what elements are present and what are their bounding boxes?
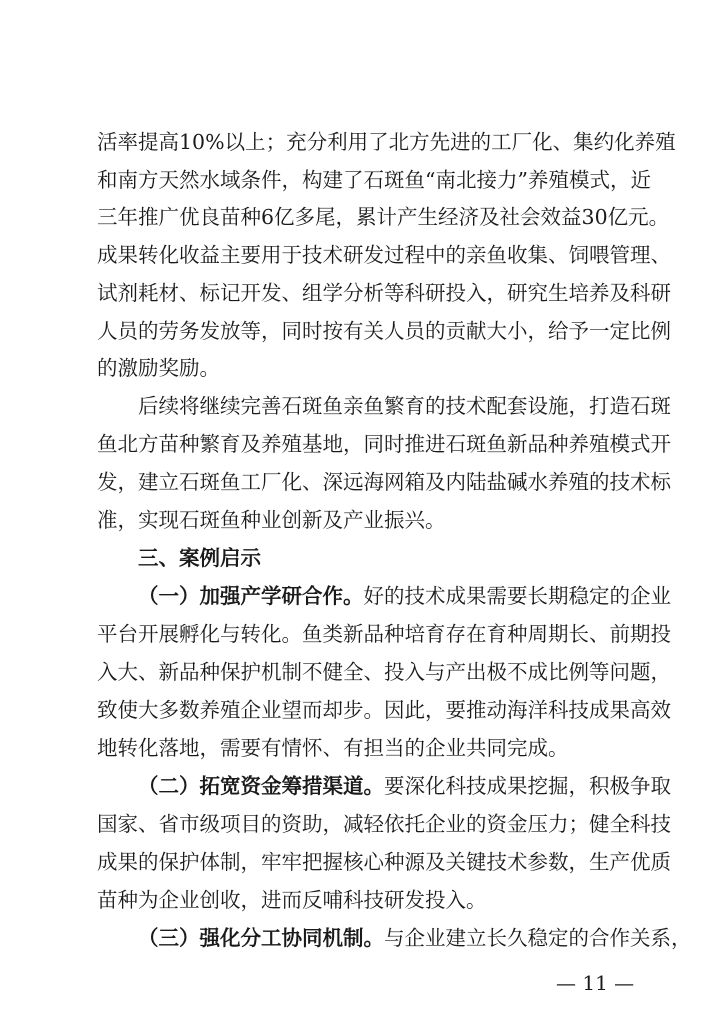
subsection-label: （一）加强产学研合作。 (138, 584, 364, 608)
text-line: 三年推广优良苗种6亿多尾，累计产生经济及社会效益30亿元。 (97, 205, 670, 229)
text-line: 入大、新品种保护机制不健全、投入与产出极不成比例等问题， (97, 660, 671, 684)
text-line: 和南方天然水域条件，构建了石斑鱼“南北接力”养殖模式，近 (97, 168, 651, 192)
subsection-first-line (138, 581, 671, 611)
text-line: 苗种为企业创收，进而反哺科技研发投入。 (97, 888, 487, 912)
text-line: 平台开展孵化与转化。鱼类新品种培育存在育种周期长、前期投 (97, 622, 671, 646)
text-line: 试剂耗材、标记开发、组学分析等科研投入，研究生培养及科研 (97, 281, 671, 305)
text-line: 成果转化收益主要用于技术研发过程中的亲鱼收集、饲喂管理、 (97, 243, 671, 267)
text-line: 发，建立石斑鱼工厂化、深远海网箱及内陆盐碱水养殖的技术标 (97, 470, 671, 494)
text-line: 的激励奖励。 (97, 356, 220, 380)
text-line: 后续将继续完善石斑鱼亲鱼繁育的技术配套设施，打造石斑 (138, 394, 671, 418)
section-heading: 三、案例启示 (138, 546, 261, 570)
text-line: 国家、省市级项目的资助，减轻依托企业的资金压力；健全科技 (97, 812, 671, 836)
text-line: 准，实现石斑鱼种业创新及产业振兴。 (97, 508, 446, 532)
subsection-text: 好的技术成果需要长期稳定的企业 (363, 584, 671, 608)
page-number: — 11 — (556, 971, 635, 995)
subsection-label: （二）拓宽资金筹措渠道。 (138, 774, 384, 798)
text-line: 成果的保护体制，牢牢把握核心种源及关键技术参数，生产优质 (97, 850, 671, 874)
subsection-label: （三）强化分工协同机制。 (138, 926, 384, 950)
text-line: 人员的劳务发放等，同时按有关人员的贡献大小，给予一定比例 (97, 319, 671, 343)
text-line: 致使大多数养殖企业望而却步。因此，要推动海洋科技成果高效 (97, 698, 671, 722)
subsection-first-line (138, 771, 671, 801)
subsection-text: 与企业建立长久稳定的合作关系， (384, 926, 692, 950)
text-line: 地转化落地，需要有情怀、有担当的企业共同完成。 (97, 736, 569, 760)
text-line: 活率提高10%以上；充分利用了北方先进的工厂化、集约化养殖 (97, 130, 676, 154)
subsection-text: 要深化科技成果挖掘，积极争取 (384, 774, 671, 798)
text-line: 鱼北方苗种繁育及养殖基地，同时推进石斑鱼新品种养殖模式开 (97, 432, 671, 456)
subsection-first-line (138, 923, 692, 953)
